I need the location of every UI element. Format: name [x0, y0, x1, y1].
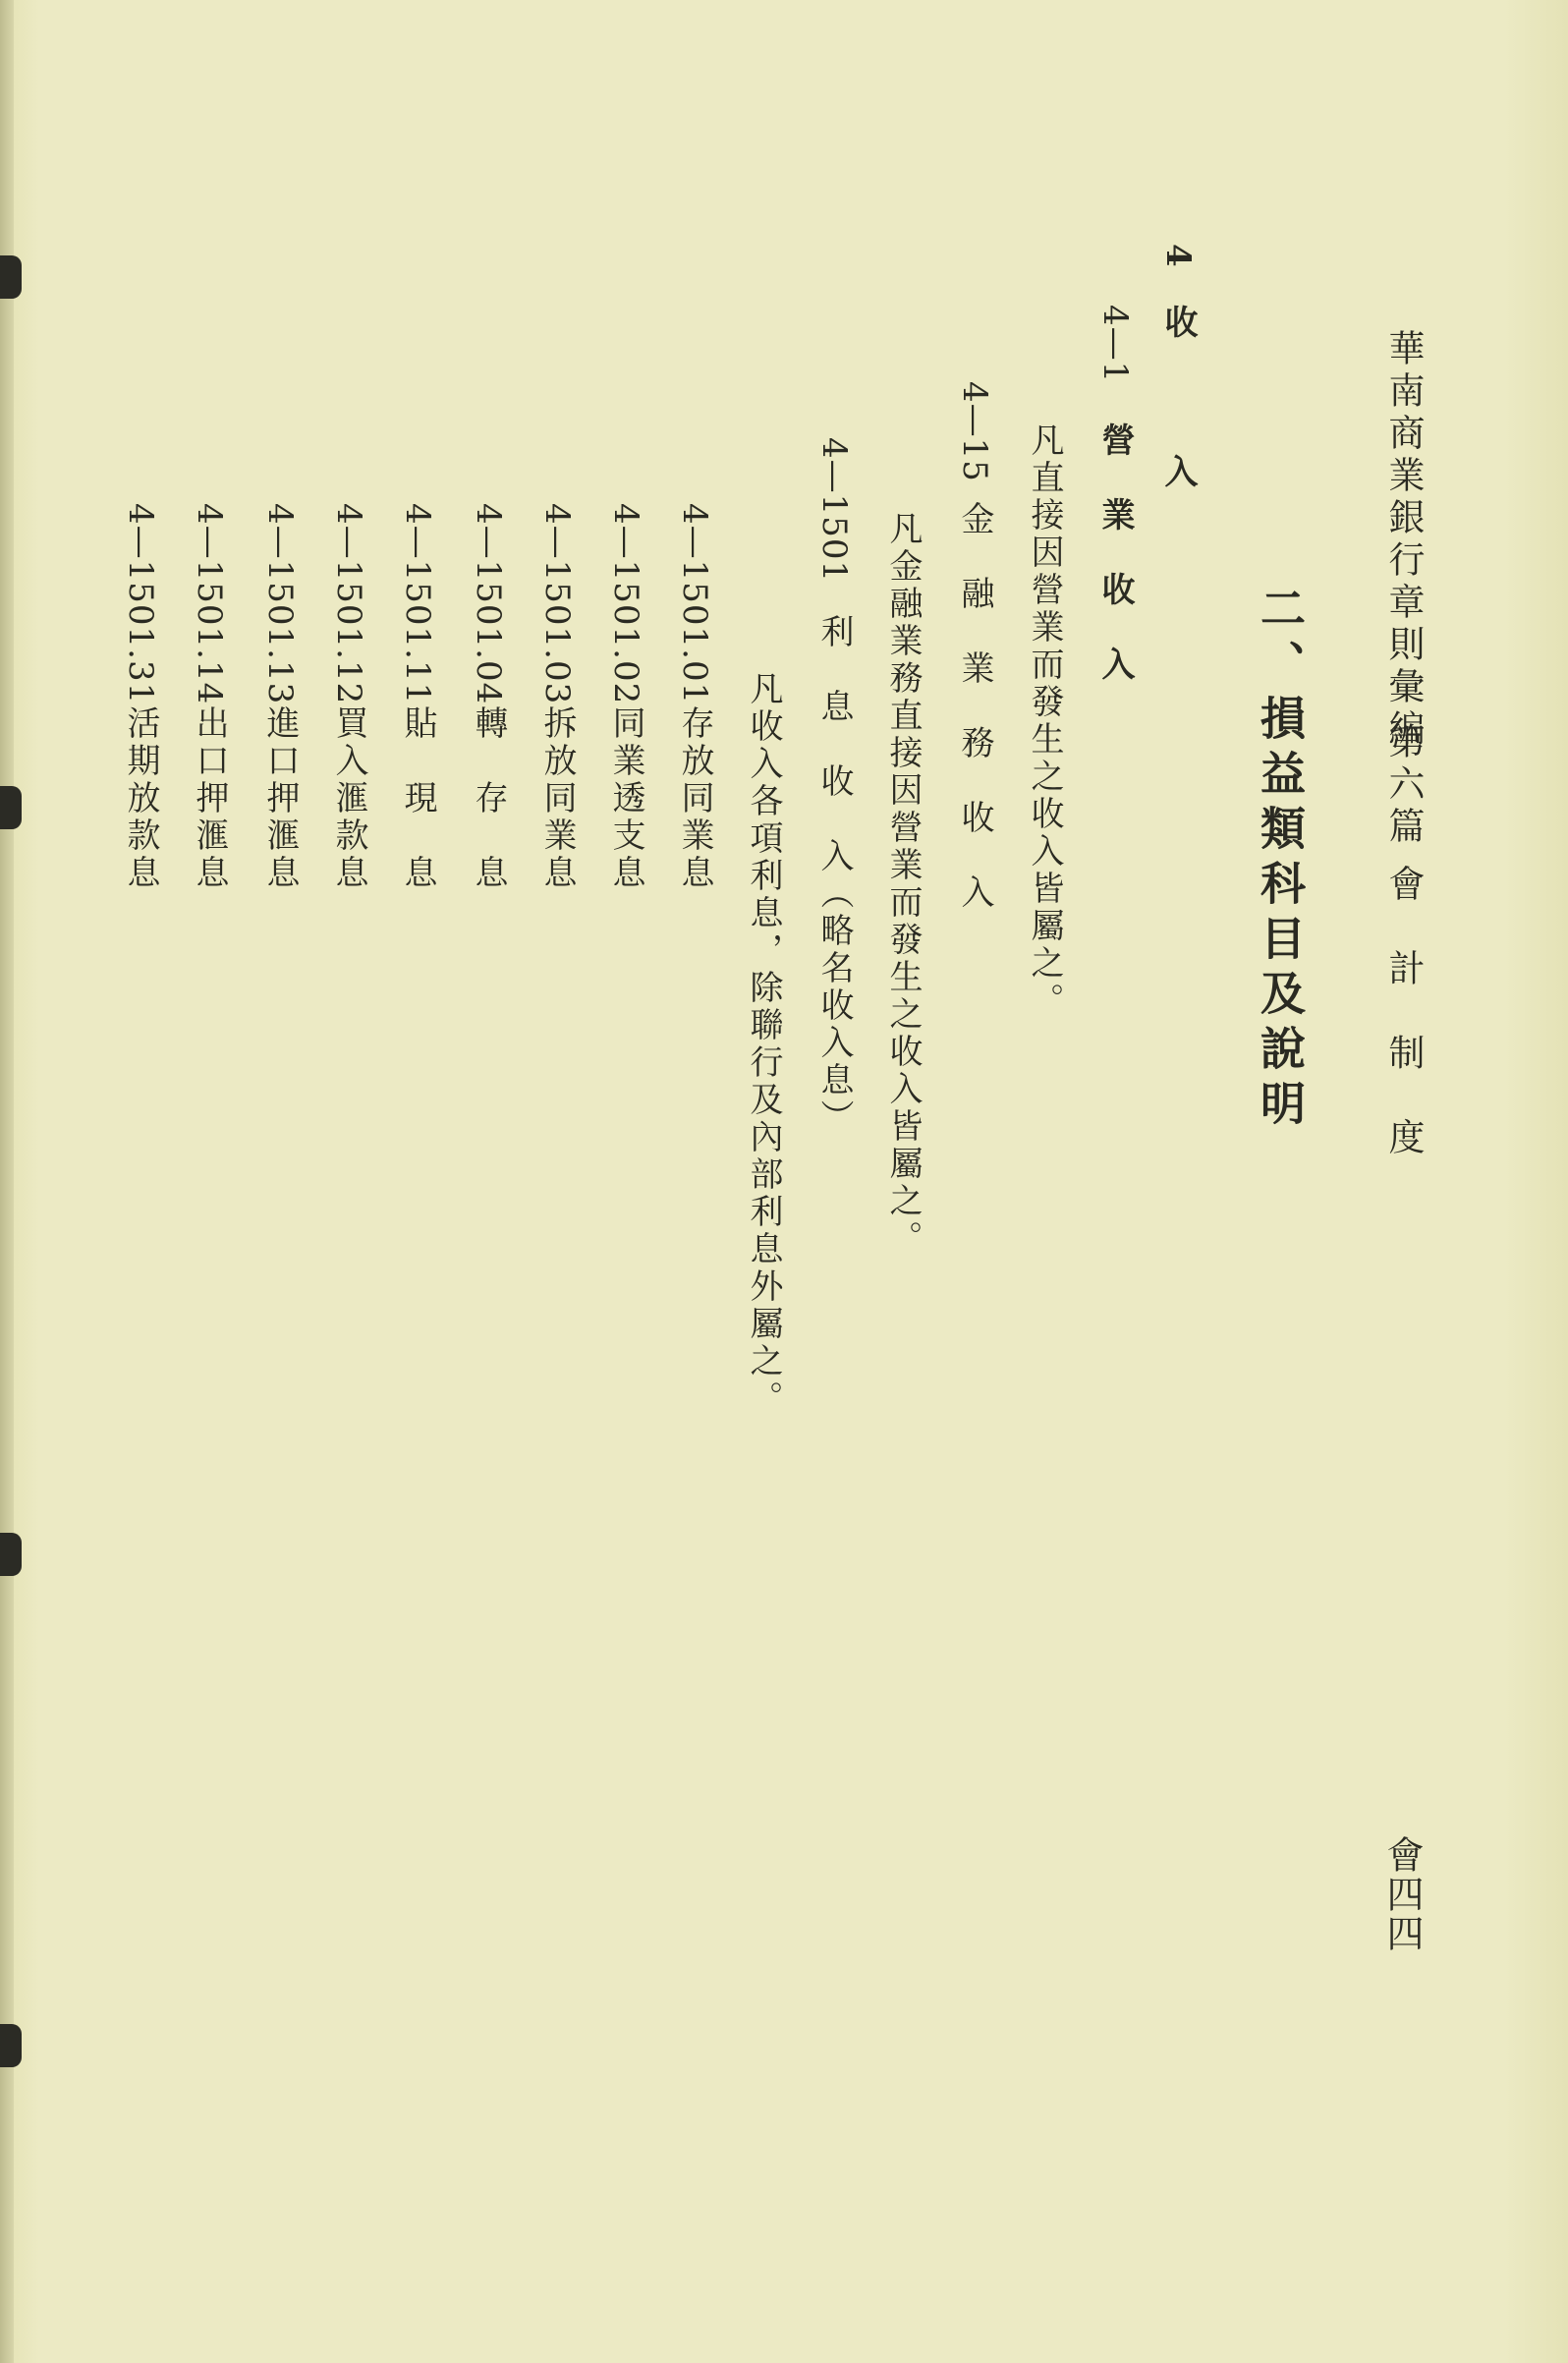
account-code: 4—1501.01 — [675, 503, 714, 705]
account-code: 4—1501.04 — [469, 503, 508, 705]
account-code: 4—1501.02 — [606, 503, 645, 705]
account-code: 4—1501.13 — [260, 503, 300, 705]
account-code: 4—1501.31 — [121, 503, 160, 705]
running-head-book: 華南商業銀行章則彙編 — [1382, 329, 1425, 752]
section-heading: 二、損益類科目及說明 — [1254, 585, 1307, 1135]
binding-stitch — [0, 786, 22, 829]
binding-stitch — [0, 2024, 22, 2067]
account-code: 4—15 — [955, 381, 994, 482]
binding-stitch — [0, 1533, 22, 1576]
account-description: 凡直接因營業而發生之收入皆屬之。 — [1025, 422, 1064, 1020]
account-description: 凡收入各項利息，除聯行及內部利息外屬之。 — [744, 671, 783, 1418]
account-name: 營 業 收 入 — [1095, 422, 1135, 684]
account-name: 收 入 — [1158, 305, 1198, 491]
account-name: 拆放同業息 — [537, 705, 577, 892]
account-code: 4—1501 — [814, 437, 854, 584]
account-name: 活期放款息 — [121, 705, 160, 892]
account-name: 貼 現 息 — [398, 705, 437, 892]
account-name: 存放同業息 — [675, 705, 714, 892]
account-name: 買入滙款息 — [329, 705, 368, 892]
binding-stitch — [0, 255, 22, 299]
account-code: 4—1501.03 — [537, 503, 577, 705]
account-code: 4—1501.12 — [329, 503, 368, 705]
account-code: 4—1 — [1095, 305, 1135, 384]
account-code: 4 — [1158, 244, 1198, 268]
account-code: 4—1501.11 — [398, 503, 437, 705]
account-name: 進口押滙息 — [260, 705, 300, 892]
account-description: 凡金融業務直接因營業而發生之收入皆屬之。 — [883, 511, 923, 1258]
account-code: 4—1501.14 — [190, 503, 229, 705]
running-head-section: 會 計 制 度 — [1382, 865, 1425, 1160]
binding-edge — [0, 0, 14, 2363]
account-name: 金 融 業 務 收 入 — [955, 501, 994, 912]
account-name: 出口押滙息 — [190, 705, 229, 892]
page-number: 會四四 — [1380, 1835, 1424, 1953]
account-name: 轉 存 息 — [469, 705, 508, 892]
account-name: 同業透支息 — [606, 705, 645, 892]
running-head-part: 第六篇 — [1382, 722, 1425, 849]
account-name: 利 息 收 入（略名收入息） — [814, 614, 854, 1137]
